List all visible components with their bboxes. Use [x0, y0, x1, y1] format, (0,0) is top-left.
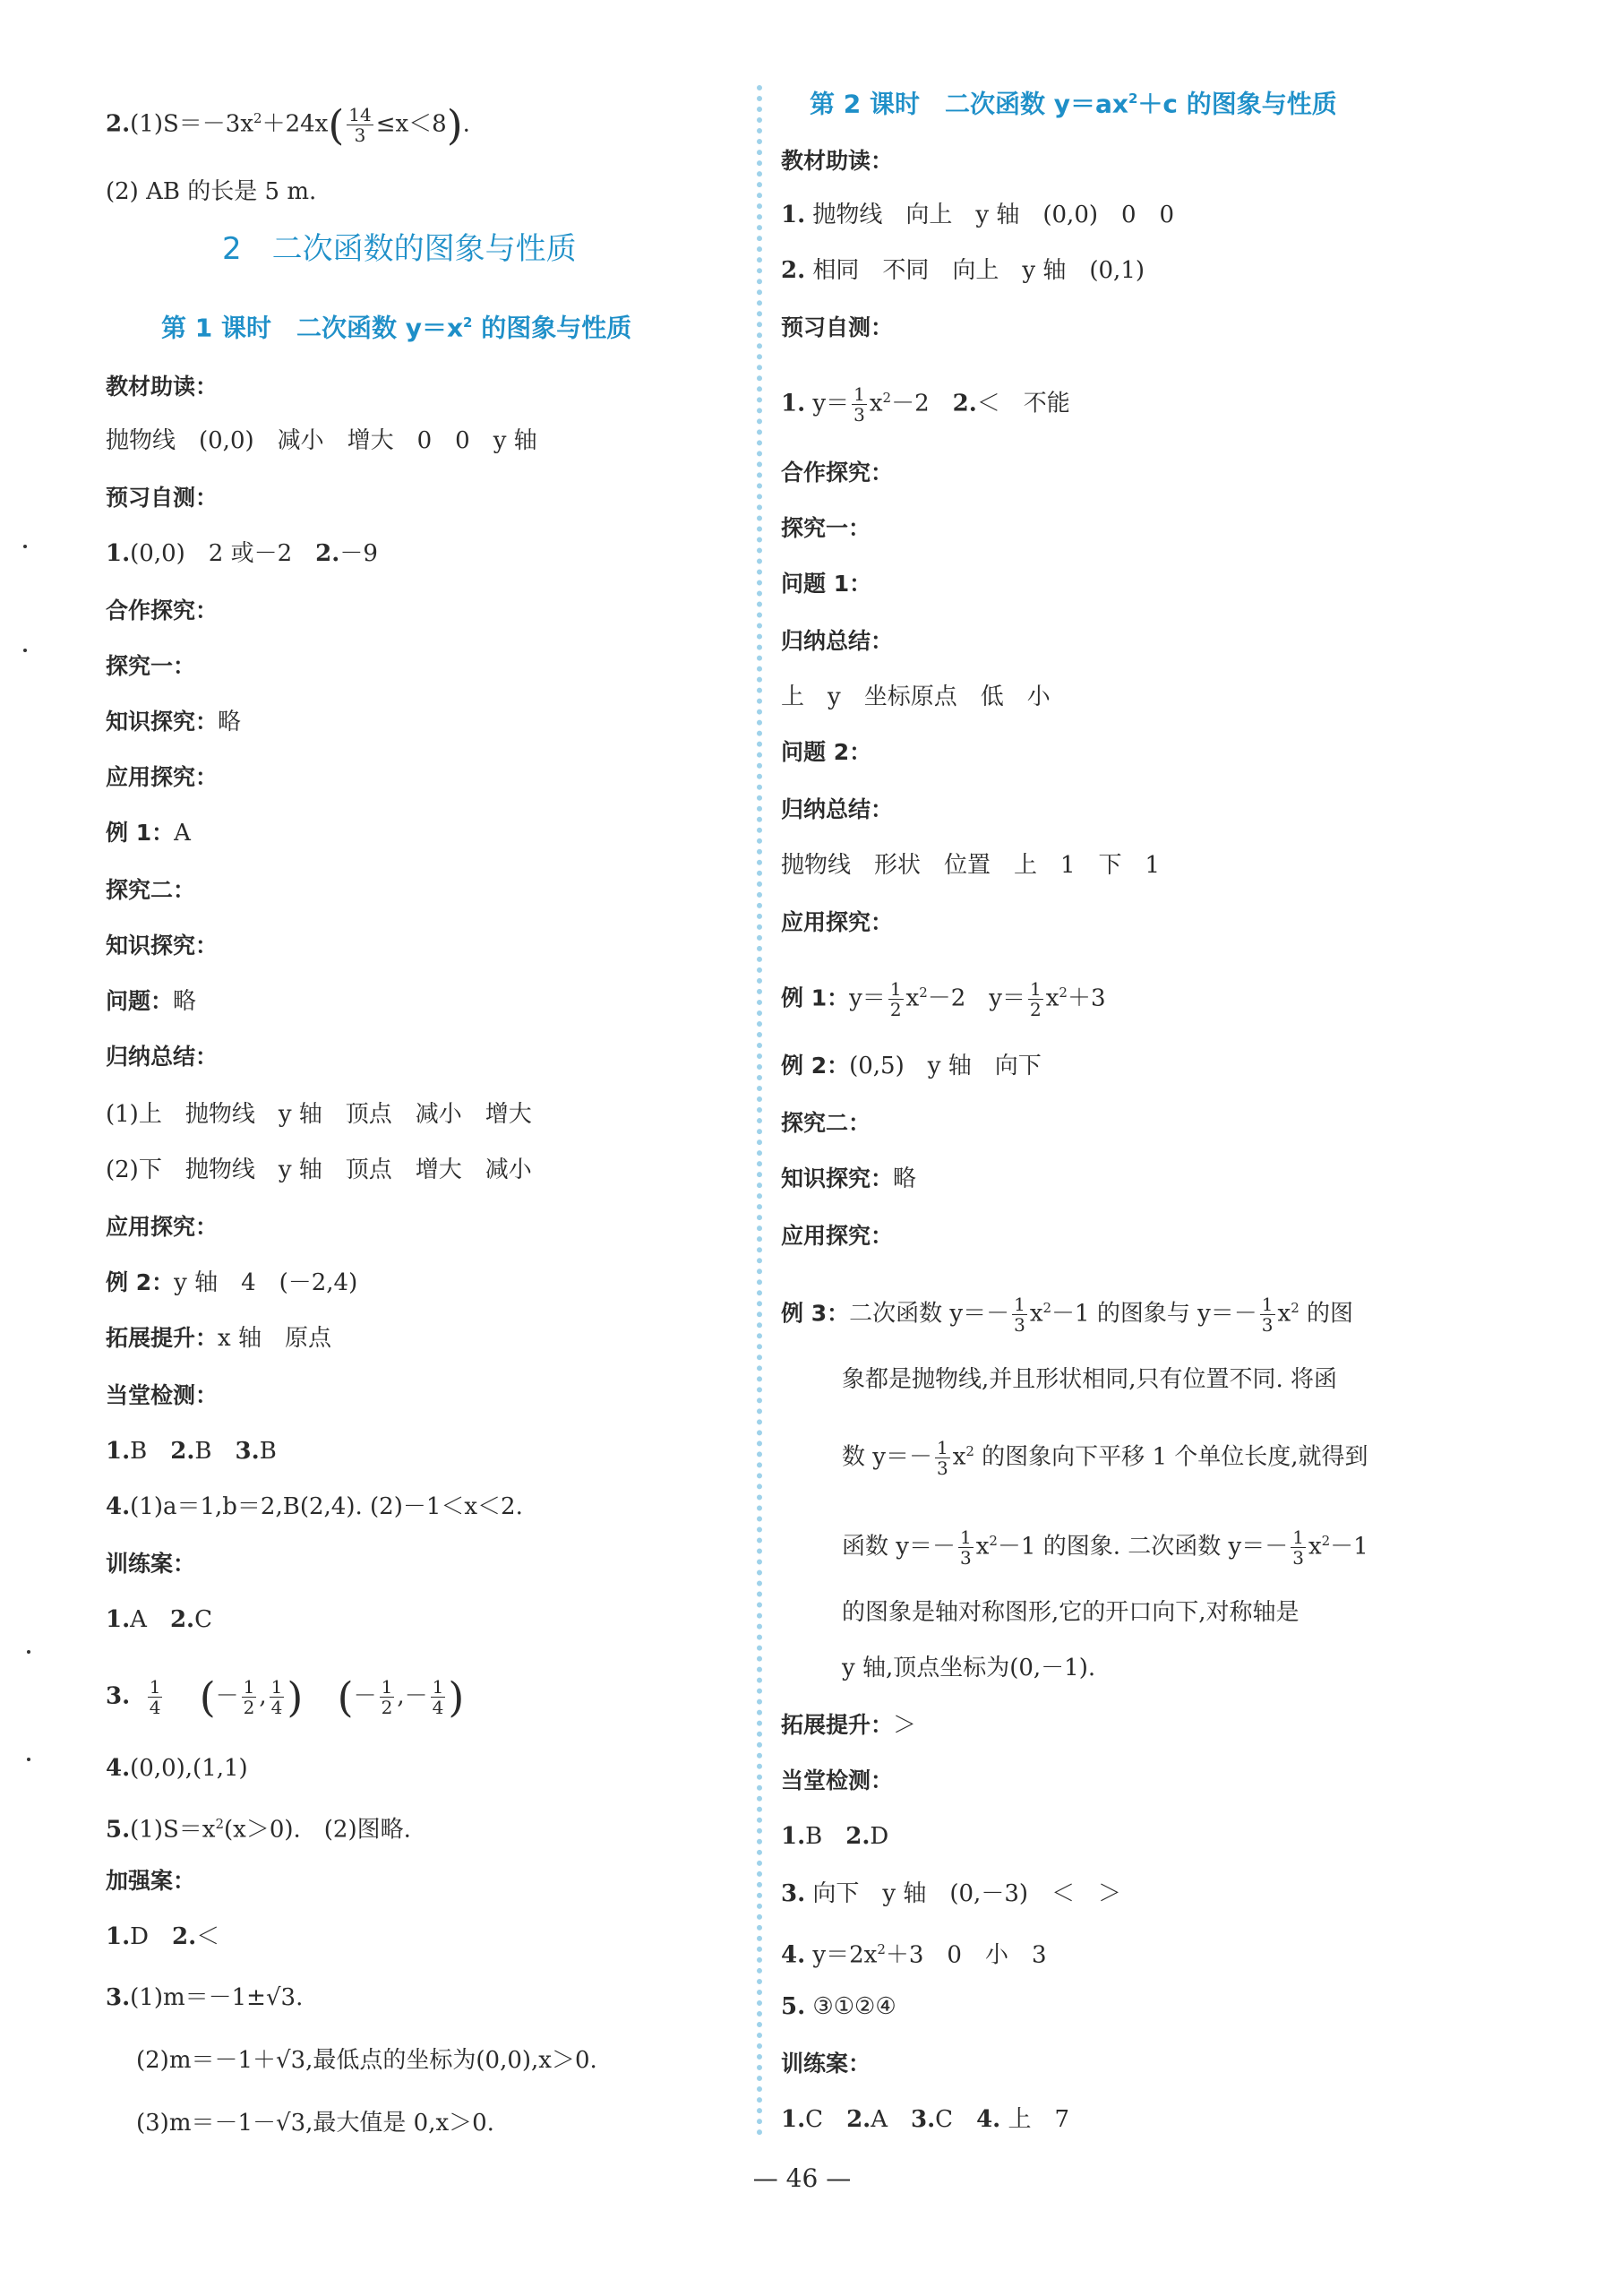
answer-line: $2.(1)S=-3x^2+24x$( $\frac{14}{3}$ ≤x＜8).	[106, 100, 470, 150]
answer-line: (2)m＝－1＋√3,最低点的坐标为(0,0),x＞0.	[136, 2047, 597, 2074]
column-divider	[757, 85, 762, 2137]
answer-line: 知识探究：略	[106, 709, 242, 735]
section-label: 应用探究：	[781, 909, 894, 935]
answer-line: 3. $\frac{1}{4}$ (－ $\frac{1}{2}$ , $\frac{1}{4}$ ) (－ $\frac{1}{2}$ ,－ $\frac{1}{4}$ )	[106, 1673, 465, 1722]
section-label: 训练案：	[781, 2051, 871, 2077]
answer-line: 抛物线 (0,0) 减小 增大 0 0 y 轴	[106, 427, 537, 454]
answer-line: 象都是抛物线,并且形状相同,只有位置不同. 将函	[842, 1366, 1338, 1393]
section-label: 合作探究：	[781, 460, 894, 486]
scan-speck	[27, 1758, 30, 1761]
fraction: $\frac{14}{3}$	[348, 104, 372, 147]
section-label: 应用探究：	[106, 764, 219, 790]
section-label: 应用探究：	[781, 1223, 894, 1249]
answer-line: 数 y＝－ $\frac{1}{3}$ $x^2$ 的图象向下平移 1 个单位长度,就得到	[842, 1437, 1368, 1480]
answer-line: 4. $y=2x^2+3$ 0 小 3	[781, 1941, 1047, 1969]
section-label: 加强案：	[106, 1868, 196, 1894]
answer-line: 1.D 2.＜	[106, 1923, 220, 1950]
answer-line: 1.(0,0) 2 或－2 2.－9	[106, 540, 378, 567]
answer-line: 知识探究：略	[781, 1165, 917, 1192]
answer-line: 例 3：二次函数 y＝－ $\frac{1}{3}$ $x^2-1$ 的图象与 y＝－ $\frac{1}{3}$ $x^2$ 的图	[781, 1294, 1354, 1337]
section-label: 探究二：	[106, 877, 196, 903]
scan-speck	[23, 649, 27, 652]
scan-speck	[23, 545, 27, 548]
answer-line: 1.C 2.A 3.C 4. 上 7	[781, 2106, 1070, 2133]
section-label: 探究二：	[781, 1110, 871, 1136]
section-label: 预习自测：	[106, 485, 219, 511]
answer-line: 例 2：(0,5) y 轴 向下	[781, 1053, 1042, 1079]
answer-line: (1)上 抛物线 y 轴 顶点 减小 增大	[106, 1101, 532, 1128]
section-title: 2 二次函数的图象与性质	[222, 231, 577, 267]
answer-line: 的图象是轴对称图形,它的开口向下,对称轴是	[842, 1599, 1299, 1626]
section-label: 归纳总结：	[106, 1044, 219, 1070]
page-number: — 46 —	[752, 2163, 852, 2193]
section-label: 问题 1：	[781, 571, 872, 597]
lesson-title: 第 2 课时 二次函数 $y=ax^2+c$ 的图象与性质	[810, 89, 1337, 119]
answer-line: 3. 向下 y 轴 (0,－3) ＜ ＞	[781, 1880, 1122, 1907]
answer-line: (2) AB 的长是 5 m.	[106, 178, 317, 205]
answer-line: 例 1：y＝ $\frac{1}{2}$ $x^2-2$ y＝ $\frac{1}{2}$ $x^2+3$	[781, 978, 1106, 1021]
answer-line: $5.(1)S=x^2(x>0)$. (2)图略.	[106, 1816, 411, 1844]
section-label: 归纳总结：	[781, 628, 894, 654]
section-label: 问题 2：	[781, 739, 872, 765]
lesson-title: 第 1 课时 二次函数 $y=x^2$ 的图象与性质	[161, 313, 632, 343]
answer-line: 抛物线 形状 位置 上 1 下 1	[781, 852, 1161, 879]
answer-line: 1.B 2.B 3.B	[106, 1438, 277, 1465]
answer-line: 5. ③①②④	[781, 1993, 896, 2020]
answer-line: (2)下 抛物线 y 轴 顶点 增大 减小	[106, 1157, 532, 1183]
section-label: 当堂检测：	[781, 1767, 894, 1793]
answer-line: 拓展提升：＞	[781, 1712, 917, 1739]
answer-line: 4.(0,0),(1,1)	[106, 1755, 248, 1782]
scan-speck	[27, 1650, 30, 1654]
answer-line: 例 2：y 轴 4 (－2,4)	[106, 1269, 358, 1296]
section-label: 教材助读：	[106, 374, 219, 400]
section-label: 应用探究：	[106, 1214, 219, 1240]
answer-line: y 轴,顶点坐标为(0,－1).	[842, 1655, 1096, 1681]
answer-line: (3)m＝－1－√3,最大值是 0,x＞0.	[136, 2110, 494, 2137]
answer-line: 2. 相同 不同 向上 y 轴 (0,1)	[781, 257, 1145, 284]
answer-line: 1.A 2.C	[106, 1606, 212, 1633]
answer-line: 问题：略	[106, 988, 197, 1015]
answer-line: 例 1：A	[106, 820, 191, 847]
answer-line: 1. y＝ $\frac{1}{3}$ $x^2-2$ 2.＜ 不能	[781, 383, 1070, 426]
answer-line: 3.(1)m＝－1±√3.	[106, 1984, 304, 2011]
answer-line: 4.(1)a＝1,b＝2,B(2,4). (2)－1＜x＜2.	[106, 1493, 523, 1520]
section-label: 合作探究：	[106, 598, 219, 623]
answer-line: 1. 抛物线 向上 y 轴 (0,0) 0 0	[781, 202, 1175, 228]
section-label: 教材助读：	[781, 148, 894, 174]
answer-line: 上 y 坐标原点 低 小	[781, 684, 1051, 710]
section-label: 探究一：	[781, 515, 871, 541]
section-label: 归纳总结：	[781, 796, 894, 822]
section-label: 知识探究：	[106, 933, 219, 959]
answer-line: 函数 y＝－ $\frac{1}{3}$ $x^2-1$ 的图象. 二次函数 y＝－ $\frac{1}{3}$ $x^2-1$	[842, 1526, 1368, 1569]
section-label: 训练案：	[106, 1551, 196, 1577]
section-label: 预习自测：	[781, 314, 894, 340]
section-label: 当堂检测：	[106, 1382, 219, 1408]
answer-line: 1.B 2.D	[781, 1823, 889, 1850]
answer-line: 拓展提升：x 轴 原点	[106, 1325, 331, 1352]
section-label: 探究一：	[106, 653, 196, 679]
